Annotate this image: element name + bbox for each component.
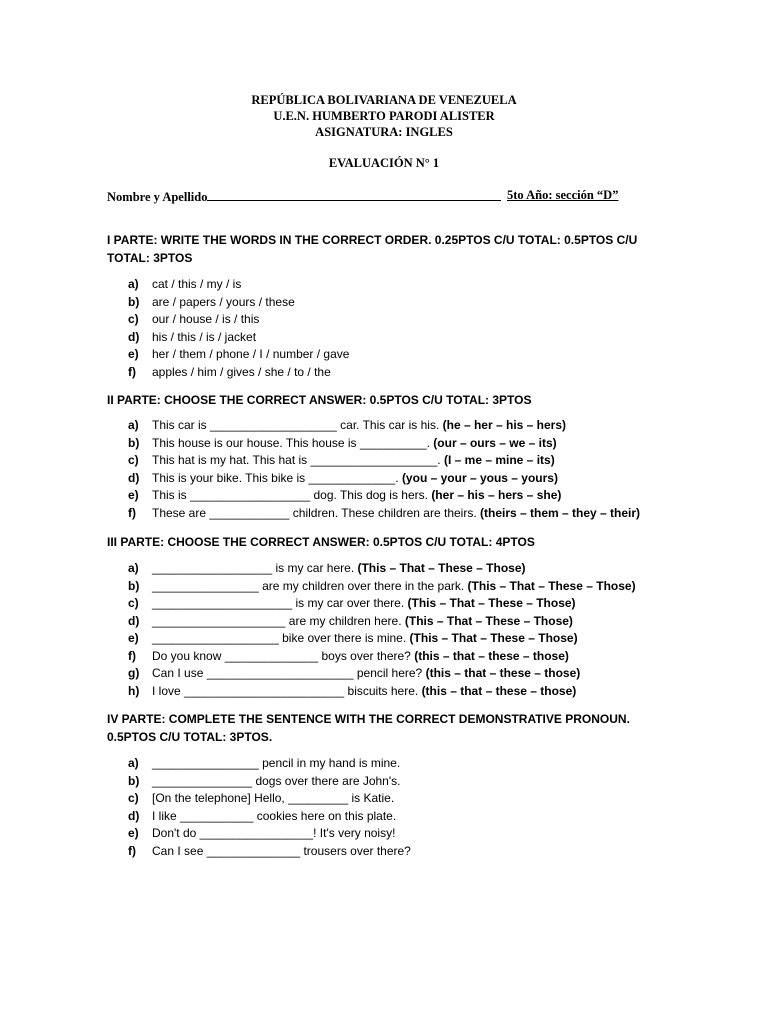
item-text: This is your bike. This bike is _____________. (152, 470, 402, 485)
part1-item (128, 294, 349, 312)
item-marker: e) (128, 826, 139, 840)
item-options: (theirs – them – they – their) (480, 505, 641, 520)
item-text: I love ________________________ biscuits here. (152, 683, 422, 698)
part2-list (128, 417, 640, 522)
part2-item (128, 417, 640, 435)
item-text: are / papers / yours / these (152, 294, 295, 309)
item-text: This hat is my hat. This hat is ___________________. (152, 453, 444, 467)
item-text: This is __________________ dog. This dog is hers. (152, 488, 432, 502)
item-text: This house is our house. This house is __________. (152, 435, 434, 450)
item-text: I like ___________ cookies here on this plate. (152, 808, 397, 823)
item-text: ________________ are my children over there in the park. (152, 578, 468, 593)
item-marker: b) (128, 294, 140, 309)
part4-item (128, 808, 411, 826)
item-marker: a) (128, 561, 139, 575)
item-marker: e) (128, 347, 139, 361)
item-options: (This – That – These – Those) (467, 578, 636, 593)
part3-list (128, 560, 636, 700)
item-marker: g) (128, 666, 140, 680)
part4-item (128, 773, 411, 791)
part4-item (128, 843, 411, 861)
item-marker: e) (128, 631, 139, 645)
item-marker: d) (128, 613, 140, 628)
item-marker: c) (128, 791, 139, 805)
part2-item (128, 452, 640, 470)
item-text: ________________ pencil in my hand is mine. (152, 756, 401, 770)
item-text: _______________ dogs over there are John's. (152, 773, 401, 788)
item-options: (this – that – these – those) (414, 648, 569, 663)
item-marker: h) (128, 683, 140, 698)
part4-item (128, 790, 411, 808)
item-text: our / house / is / this (152, 312, 260, 326)
part3-title: III PARTE: CHOOSE THE CORRECT ANSWER: 0.5PTOS C/U TOTAL: 4PTOS (107, 535, 535, 549)
part4-item (128, 755, 411, 773)
item-options: (This – That – These – Those) (404, 613, 573, 628)
item-text: Can I use ______________________ pencil here? (152, 666, 426, 680)
item-options: (This – That – These – Those) (357, 561, 526, 575)
item-marker: c) (128, 312, 139, 326)
part4-list (128, 755, 411, 860)
part1-list (128, 276, 349, 381)
item-text: ____________________ are my children here. (152, 613, 405, 628)
item-options: (This – That – These – Those) (407, 596, 576, 610)
part2-title: II PARTE: CHOOSE THE CORRECT ANSWER: 0.5PTOS C/U TOTAL: 3PTOS (107, 393, 532, 407)
header-subject: ASIGNATURA: INGLES (315, 125, 453, 139)
item-options: (this – that – these – those) (421, 683, 577, 698)
item-marker: e) (128, 488, 139, 502)
item-text: Can I see ______________ trousers over there? (152, 843, 411, 858)
item-marker: a) (128, 277, 139, 291)
part3-item (128, 560, 636, 578)
item-options: (this – that – these – those) (425, 666, 581, 680)
item-text: [On the telephone] Hello, _________ is Katie. (152, 791, 395, 805)
item-text: ___________________ bike over there is mine. (152, 631, 410, 645)
header-school: U.E.N. HUMBERTO PARODI ALISTER (273, 109, 495, 123)
evaluation-title: EVALUACIÓN N° 1 (328, 156, 440, 170)
part1-item (128, 364, 349, 382)
item-text: These are ____________ children. These children are theirs. (152, 505, 480, 520)
item-marker: f) (128, 648, 136, 663)
part1-item (128, 329, 349, 347)
item-text: __________________ is my car here. (152, 561, 358, 575)
part3-item (128, 595, 636, 613)
item-text: Don't do _________________! It's very noisy! (152, 826, 396, 840)
item-marker: b) (128, 435, 140, 450)
item-options: (I – me – mine – its) (443, 453, 555, 467)
part3-item (128, 665, 636, 683)
item-marker: f) (128, 364, 136, 379)
part3-item (128, 630, 636, 648)
part1-item (128, 311, 349, 329)
part2-item (128, 505, 640, 523)
item-text: her / them / phone / I / number / gave (152, 347, 350, 361)
item-options: (This – That – These – Those) (409, 631, 578, 645)
header-country: REPÚBLICA BOLIVARIANA DE VENEZUELA (251, 93, 517, 107)
part1-item (128, 276, 349, 294)
item-text: apples / him / gives / she / to / the (152, 364, 331, 379)
part4-item (128, 825, 411, 843)
part2-item (128, 487, 640, 505)
name-blank (207, 188, 501, 201)
item-marker: f) (128, 843, 136, 858)
item-text: cat / this / my / is (152, 277, 242, 291)
item-marker: c) (128, 596, 139, 610)
item-marker: d) (128, 808, 140, 823)
item-marker: a) (128, 418, 139, 432)
item-options: (our – ours – we – its) (433, 435, 557, 450)
section-label: 5to Año: sección “D” (507, 188, 619, 202)
item-marker: a) (128, 756, 139, 770)
item-options: (he – her – his – hers) (442, 418, 567, 432)
item-marker: b) (128, 578, 140, 593)
school-header (0, 92, 768, 140)
part1-title: I PARTE: WRITE THE WORDS IN THE CORRECT ORDER. 0.25PTOS C/U TOTAL: 0.5PTOS C/U TOTAL: 3PTOS (107, 233, 638, 265)
item-text: _____________________ is my car over there. (152, 596, 408, 610)
part3-item (128, 578, 636, 596)
student-name-line (107, 188, 667, 205)
item-options: (you – your – yous – yours) (401, 470, 558, 485)
item-marker: d) (128, 470, 140, 485)
item-marker: d) (128, 329, 140, 344)
part2-item (128, 470, 640, 488)
item-marker: f) (128, 505, 136, 520)
item-text: his / this / is / jacket (152, 329, 257, 344)
part1-item (128, 346, 349, 364)
item-text: Do you know ______________ boys over there? (152, 648, 415, 663)
part3-item (128, 683, 636, 701)
part4-title: IV PARTE: COMPLETE THE SENTENCE WITH THE CORRECT DEMONSTRATIVE PRONOUN. 0.5PTOS C/U TOTAL: 3PTOS. (107, 712, 630, 744)
part3-item (128, 613, 636, 631)
part3-item (128, 648, 636, 666)
part2-item (128, 435, 640, 453)
item-options: (her – his – hers – she) (431, 488, 562, 502)
item-marker: c) (128, 453, 139, 467)
name-label: Nombre y Apellido (107, 190, 208, 204)
item-marker: b) (128, 773, 140, 788)
item-text: This car is ___________________ car. This car is his. (152, 418, 443, 432)
